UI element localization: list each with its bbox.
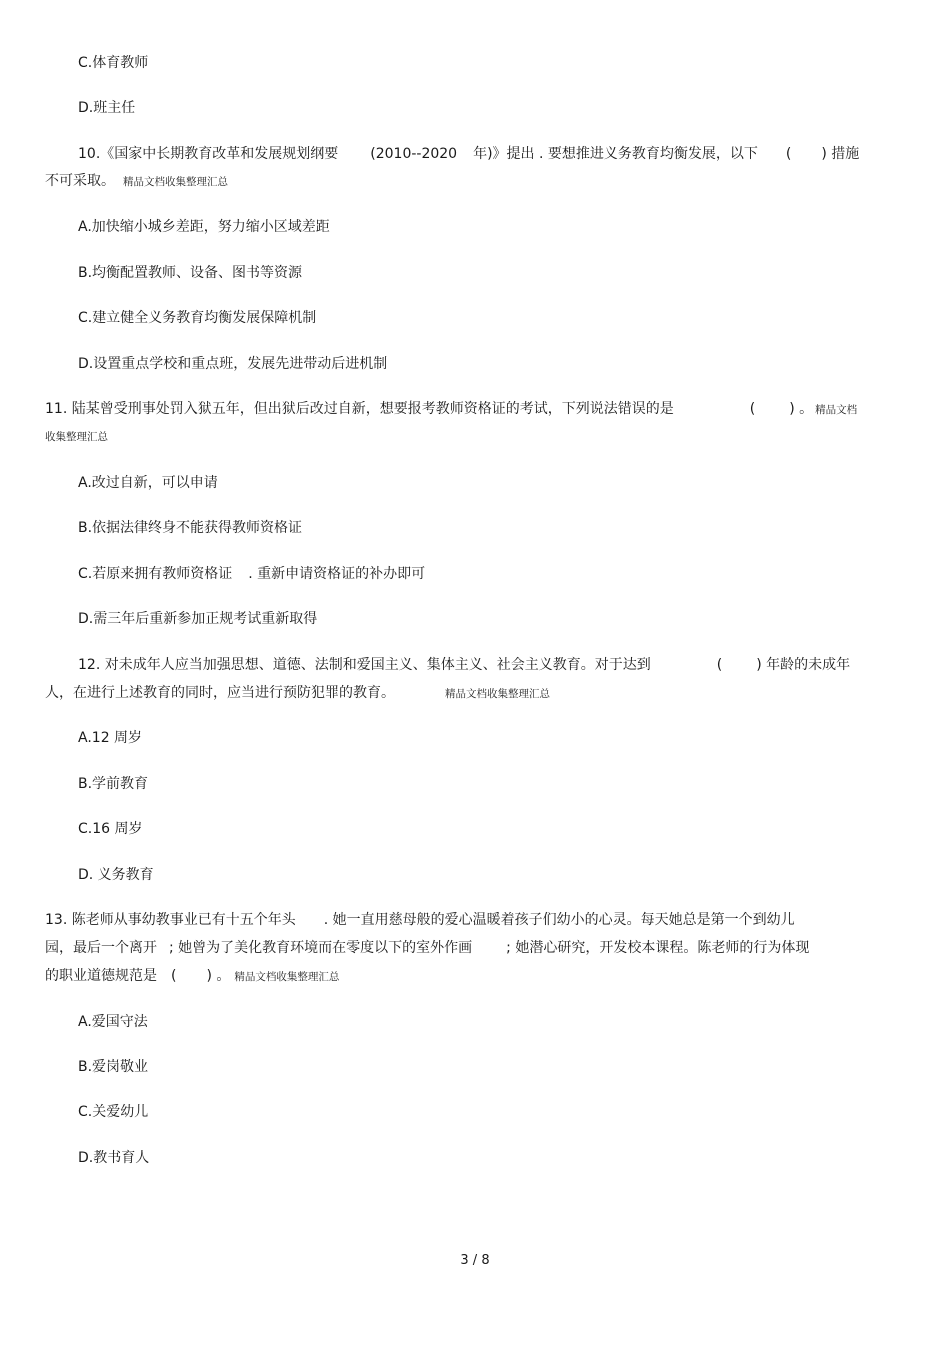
q11-stem-line1 <box>45 400 857 419</box>
q13-stem-part4: ; 她曾为了美化教育环境而在零度以下的室外作画 <box>169 940 473 956</box>
q11-option-c-part2: . 重新申请资格证的补办即可 <box>248 566 426 582</box>
q12-stem-line1 <box>78 656 850 674</box>
watermark-note: 精品文档 <box>815 404 858 416</box>
q10-blank-close: ) 措施 <box>821 146 860 162</box>
q12-option-a: A.12 周岁 <box>78 730 143 746</box>
watermark-note: 精品文档收集整理汇总 <box>234 971 340 983</box>
q9-option-c: C.体育教师 <box>78 55 149 71</box>
q13-option-b: B.爱岗敬业 <box>78 1059 149 1075</box>
q11-blank-close: ) 。 <box>789 401 814 417</box>
q10-option-b: B.均衡配置教师、设备、图书等资源 <box>78 265 303 281</box>
q13-stem-line1 <box>45 911 795 929</box>
q13-stem-part6: 的职业道德规范是 <box>45 968 157 984</box>
q10-stem-end: 不可采取。 <box>45 173 115 189</box>
q10-stem-part2: 年)》提出 . 要想推进义务教育均衡发展，以下 <box>473 146 758 162</box>
q10-stem-part1: 10.《国家中长期教育改革和发展规划纲要 <box>78 146 339 162</box>
q12-blank-open: ( <box>716 657 723 673</box>
q13-stem-part5: ; 她潜心研究，开发校本课程。陈老师的行为体现 <box>506 940 810 956</box>
q13-stem-part2: . 她一直用慈母般的爱心温暖着孩子们幼小的心灵。每天她总是第一个到幼儿 <box>323 912 795 928</box>
q13-stem-line2 <box>45 939 809 957</box>
q12-blank-close: ) 年龄的未成年 <box>756 657 851 673</box>
q12-option-d: D. 义务教育 <box>78 867 154 883</box>
q10-option-d: D.设置重点学校和重点班，发展先进带动后进机制 <box>78 356 388 372</box>
q10-option-c: C.建立健全义务教育均衡发展保障机制 <box>78 310 317 326</box>
q10-option-a: A.加快缩小城乡差距，努力缩小区域差距 <box>78 219 330 235</box>
q11-option-b: B.依据法律终身不能获得教师资格证 <box>78 520 303 536</box>
q12-stem-end: 人，在进行上述教育的同时，应当进行预防犯罪的教育。 <box>45 685 395 701</box>
q12-option-c: C.16 周岁 <box>78 821 143 837</box>
watermark-note: 精品文档收集整理汇总 <box>123 176 228 188</box>
q10-blank-open: ( <box>785 146 792 162</box>
q11-option-c-part1: C.若原来拥有教师资格证 <box>78 566 233 582</box>
page-number: 3 / 8 <box>460 1253 490 1268</box>
q13-blank-close: ) 。 <box>206 968 231 984</box>
q13-stem-part1: 13. 陈老师从事幼教事业已有十五个年头 <box>45 912 296 928</box>
q10-stem-line2 <box>45 172 228 191</box>
q13-option-c: C.关爱幼儿 <box>78 1104 149 1120</box>
q12-option-b: B.学前教育 <box>78 776 149 792</box>
q11-stem-line2: 收集整理汇总 <box>45 431 108 443</box>
q12-stem-part1: 12. 对未成年人应当加强思想、道德、法制和爱国主义、集体主义、社会主义教育。对于达到 <box>78 657 651 673</box>
q13-blank-open: ( <box>171 968 177 984</box>
q13-stem-line3 <box>45 967 339 986</box>
q10-stem-years: (2010--2020 <box>370 146 458 162</box>
q13-stem-part3: 园，最后一个离开 <box>45 940 157 956</box>
q11-option-a: A.改过自新，可以申请 <box>78 475 218 491</box>
q11-blank-open: ( <box>749 401 756 417</box>
watermark-note: 精品文档收集整理汇总 <box>445 688 550 700</box>
q9-option-d: D.班主任 <box>78 100 136 116</box>
q11-option-d: D.需三年后重新参加正规考试重新取得 <box>78 611 318 627</box>
q12-stem-line2 <box>45 684 550 703</box>
q11-option-c <box>78 565 425 583</box>
q13-option-a: A.爱国守法 <box>78 1014 148 1030</box>
q10-stem-line1 <box>78 145 859 163</box>
q11-stem-part1: 11. 陆某曾受刑事处罚入狱五年，但出狱后改过自新，想要报考教师资格证的考试，下列说法错误的是 <box>45 401 674 417</box>
q13-option-d: D.教书育人 <box>78 1150 150 1166</box>
